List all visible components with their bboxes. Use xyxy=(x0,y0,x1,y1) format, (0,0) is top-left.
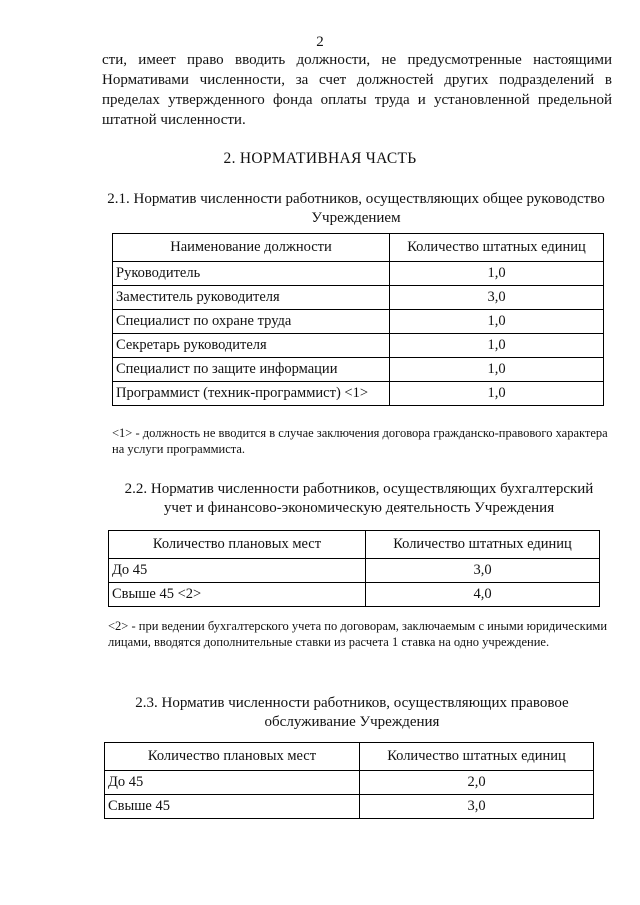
cell-units: 1,0 xyxy=(390,310,604,334)
column-header-position: Наименование должности xyxy=(113,234,390,262)
cell-places: До 45 xyxy=(109,559,366,583)
intro-paragraph: сти, имеет право вводить должности, не предусмотренные настоящими Нормативами численности, за счет должностей других подразделений в пределах утвержденного фонда оплаты труда и установленной предельной штатной численности. xyxy=(102,52,612,128)
page-number: 2 xyxy=(316,34,324,50)
cell-units: 3,0 xyxy=(360,795,594,819)
column-header-units: Количество штатных единиц xyxy=(390,234,604,262)
cell-places: До 45 xyxy=(105,771,360,795)
table2-heading: 2.2. Норматив численности работников, осуществляющих бухгалтерский учет и финансово-экономическую деятельность Учреждения xyxy=(124,481,594,516)
section-heading: 2. НОРМАТИВНАЯ ЧАСТЬ xyxy=(223,150,417,167)
cell-units: 4,0 xyxy=(366,583,600,607)
table-header-row xyxy=(109,531,600,559)
table-header-row xyxy=(105,743,594,771)
cell-units: 2,0 xyxy=(360,771,594,795)
cell-units: 3,0 xyxy=(390,286,604,310)
footnote-2: <2> - при ведении бухгалтерского учета по договорам, заключаемым с иными юридическими лицами, вводятся дополнительные ставки из расчета 1 ставка на одно учреждение. xyxy=(108,619,608,649)
table-header-row xyxy=(113,234,604,262)
cell-position: Специалист по защите информации xyxy=(113,358,390,382)
column-header-units: Количество штатных единиц xyxy=(360,743,594,771)
column-header-units: Количество штатных единиц xyxy=(366,531,600,559)
cell-position: Руководитель xyxy=(113,262,390,286)
cell-places: Свыше 45 xyxy=(105,795,360,819)
cell-position: Программист (техник-программист) <1> xyxy=(113,382,390,406)
cell-units: 1,0 xyxy=(390,334,604,358)
accounting-staff-table xyxy=(108,530,600,607)
table-row xyxy=(113,382,604,406)
column-header-places: Количество плановых мест xyxy=(109,531,366,559)
table-row xyxy=(113,310,604,334)
table-row xyxy=(105,771,594,795)
cell-position: Заместитель руководителя xyxy=(113,286,390,310)
column-header-places: Количество плановых мест xyxy=(105,743,360,771)
table1-heading: 2.1. Норматив численности работников, осуществляющих общее руководство Учреждением xyxy=(107,191,605,226)
cell-position: Специалист по охране труда xyxy=(113,310,390,334)
cell-units: 1,0 xyxy=(390,358,604,382)
table-row xyxy=(113,334,604,358)
table-row xyxy=(113,358,604,382)
table3-heading: 2.3. Норматив численности работников, осуществляющих правовое обслуживание Учреждения xyxy=(135,695,569,730)
cell-position: Секретарь руководителя xyxy=(113,334,390,358)
cell-units: 1,0 xyxy=(390,262,604,286)
table-row xyxy=(109,583,600,607)
table-row xyxy=(109,559,600,583)
leadership-staff-table xyxy=(112,233,604,406)
table-row xyxy=(113,286,604,310)
cell-places: Свыше 45 <2> xyxy=(109,583,366,607)
cell-units: 3,0 xyxy=(366,559,600,583)
table-row xyxy=(105,795,594,819)
table-row xyxy=(113,262,604,286)
legal-staff-table xyxy=(104,742,594,819)
footnote-1: <1> - должность не вводится в случае заключения договора гражданско-правового характера на услуги программиста. xyxy=(112,426,608,456)
cell-units: 1,0 xyxy=(390,382,604,406)
